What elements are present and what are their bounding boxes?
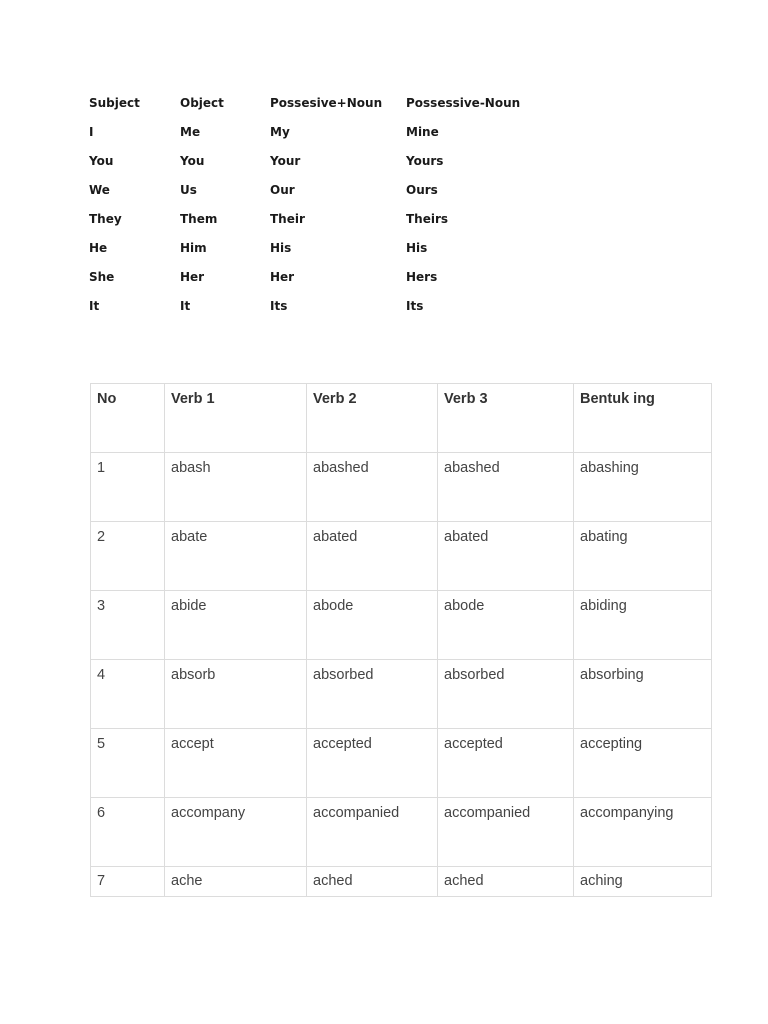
pronoun-cell: You	[89, 153, 114, 168]
pronoun-cell: Us	[180, 182, 197, 197]
verb-cell: ache	[165, 867, 307, 897]
verb-row	[91, 729, 712, 798]
verb-cell: accompanied	[307, 798, 438, 867]
verb-cell: abate	[165, 522, 307, 591]
verb-cell: abashed	[438, 453, 574, 522]
verb-cell: 5	[91, 729, 165, 798]
verb-cell: abashed	[307, 453, 438, 522]
pronoun-cell: You	[180, 153, 205, 168]
pronoun-cell: His	[270, 240, 292, 255]
verb-cell: abated	[307, 522, 438, 591]
pronoun-row	[89, 233, 526, 262]
pronoun-cell: Her	[270, 269, 295, 284]
verb-cell: absorb	[165, 660, 307, 729]
pronoun-header-cell: Subject	[89, 95, 140, 110]
pronoun-cell: We	[89, 182, 110, 197]
verb-cell: 4	[91, 660, 165, 729]
verb-row	[91, 591, 712, 660]
verb-cell: ached	[307, 867, 438, 897]
pronoun-cell: Her	[180, 269, 205, 284]
pronoun-cell: It	[180, 298, 191, 313]
pronoun-table	[89, 88, 526, 320]
verb-cell: accompanying	[574, 798, 712, 867]
pronoun-cell: Ours	[406, 182, 438, 197]
verb-cell: 2	[91, 522, 165, 591]
pronoun-cell: Mine	[406, 124, 439, 139]
verb-cell: accepted	[307, 729, 438, 798]
pronoun-cell: Me	[180, 124, 201, 139]
verb-cell: abode	[307, 591, 438, 660]
pronoun-row	[89, 117, 526, 146]
verb-cell: accept	[165, 729, 307, 798]
verb-row	[91, 798, 712, 867]
verb-cell: accompanied	[438, 798, 574, 867]
pronoun-row	[89, 146, 526, 175]
verb-cell: abashing	[574, 453, 712, 522]
pronoun-row	[89, 204, 526, 233]
verb-cell: abash	[165, 453, 307, 522]
verb-row	[91, 660, 712, 729]
pronoun-header-cell: Possesive+Noun	[270, 95, 383, 110]
verb-cell: abating	[574, 522, 712, 591]
pronoun-cell: I	[89, 124, 94, 139]
verb-header-cell: No	[91, 384, 165, 453]
pronoun-cell: Our	[270, 182, 295, 197]
verb-cell: ached	[438, 867, 574, 897]
verb-cell: abated	[438, 522, 574, 591]
verb-table	[90, 383, 712, 897]
pronoun-row	[89, 175, 526, 204]
pronoun-cell: My	[270, 124, 290, 139]
pronoun-cell: Hers	[406, 269, 438, 284]
verb-cell: 3	[91, 591, 165, 660]
verb-header-row	[91, 384, 712, 453]
pronoun-cell: Theirs	[406, 211, 449, 226]
verb-row	[91, 867, 712, 897]
verb-header-cell: Verb 1	[165, 384, 307, 453]
pronoun-cell: Its	[270, 298, 288, 313]
pronoun-header-cell: Possessive-Noun	[406, 95, 521, 110]
verb-cell: abide	[165, 591, 307, 660]
pronoun-cell: Your	[270, 153, 301, 168]
pronoun-header-cell: Object	[180, 95, 224, 110]
verb-cell: 7	[91, 867, 165, 897]
verb-cell: absorbing	[574, 660, 712, 729]
verb-cell: abiding	[574, 591, 712, 660]
pronoun-cell: Them	[180, 211, 218, 226]
pronoun-row	[89, 291, 526, 320]
pronoun-cell: She	[89, 269, 115, 284]
verb-cell: accepted	[438, 729, 574, 798]
verb-cell: absorbed	[438, 660, 574, 729]
verb-cell: absorbed	[307, 660, 438, 729]
pronoun-cell: It	[89, 298, 100, 313]
verb-header-cell: Bentuk ing	[574, 384, 712, 453]
pronoun-cell: Their	[270, 211, 305, 226]
pronoun-cell: He	[89, 240, 108, 255]
verb-row	[91, 453, 712, 522]
verb-row	[91, 522, 712, 591]
verb-cell: 1	[91, 453, 165, 522]
verb-cell: abode	[438, 591, 574, 660]
verb-cell: accepting	[574, 729, 712, 798]
pronoun-cell: Yours	[406, 153, 444, 168]
pronoun-row	[89, 262, 526, 291]
verb-cell: aching	[574, 867, 712, 897]
pronoun-header-row	[89, 88, 526, 117]
pronoun-cell: Him	[180, 240, 207, 255]
pronoun-cell: They	[89, 211, 122, 226]
pronoun-cell: His	[406, 240, 428, 255]
verb-cell: accompany	[165, 798, 307, 867]
verb-header-cell: Verb 3	[438, 384, 574, 453]
verb-header-cell: Verb 2	[307, 384, 438, 453]
pronoun-cell: Its	[406, 298, 424, 313]
verb-cell: 6	[91, 798, 165, 867]
